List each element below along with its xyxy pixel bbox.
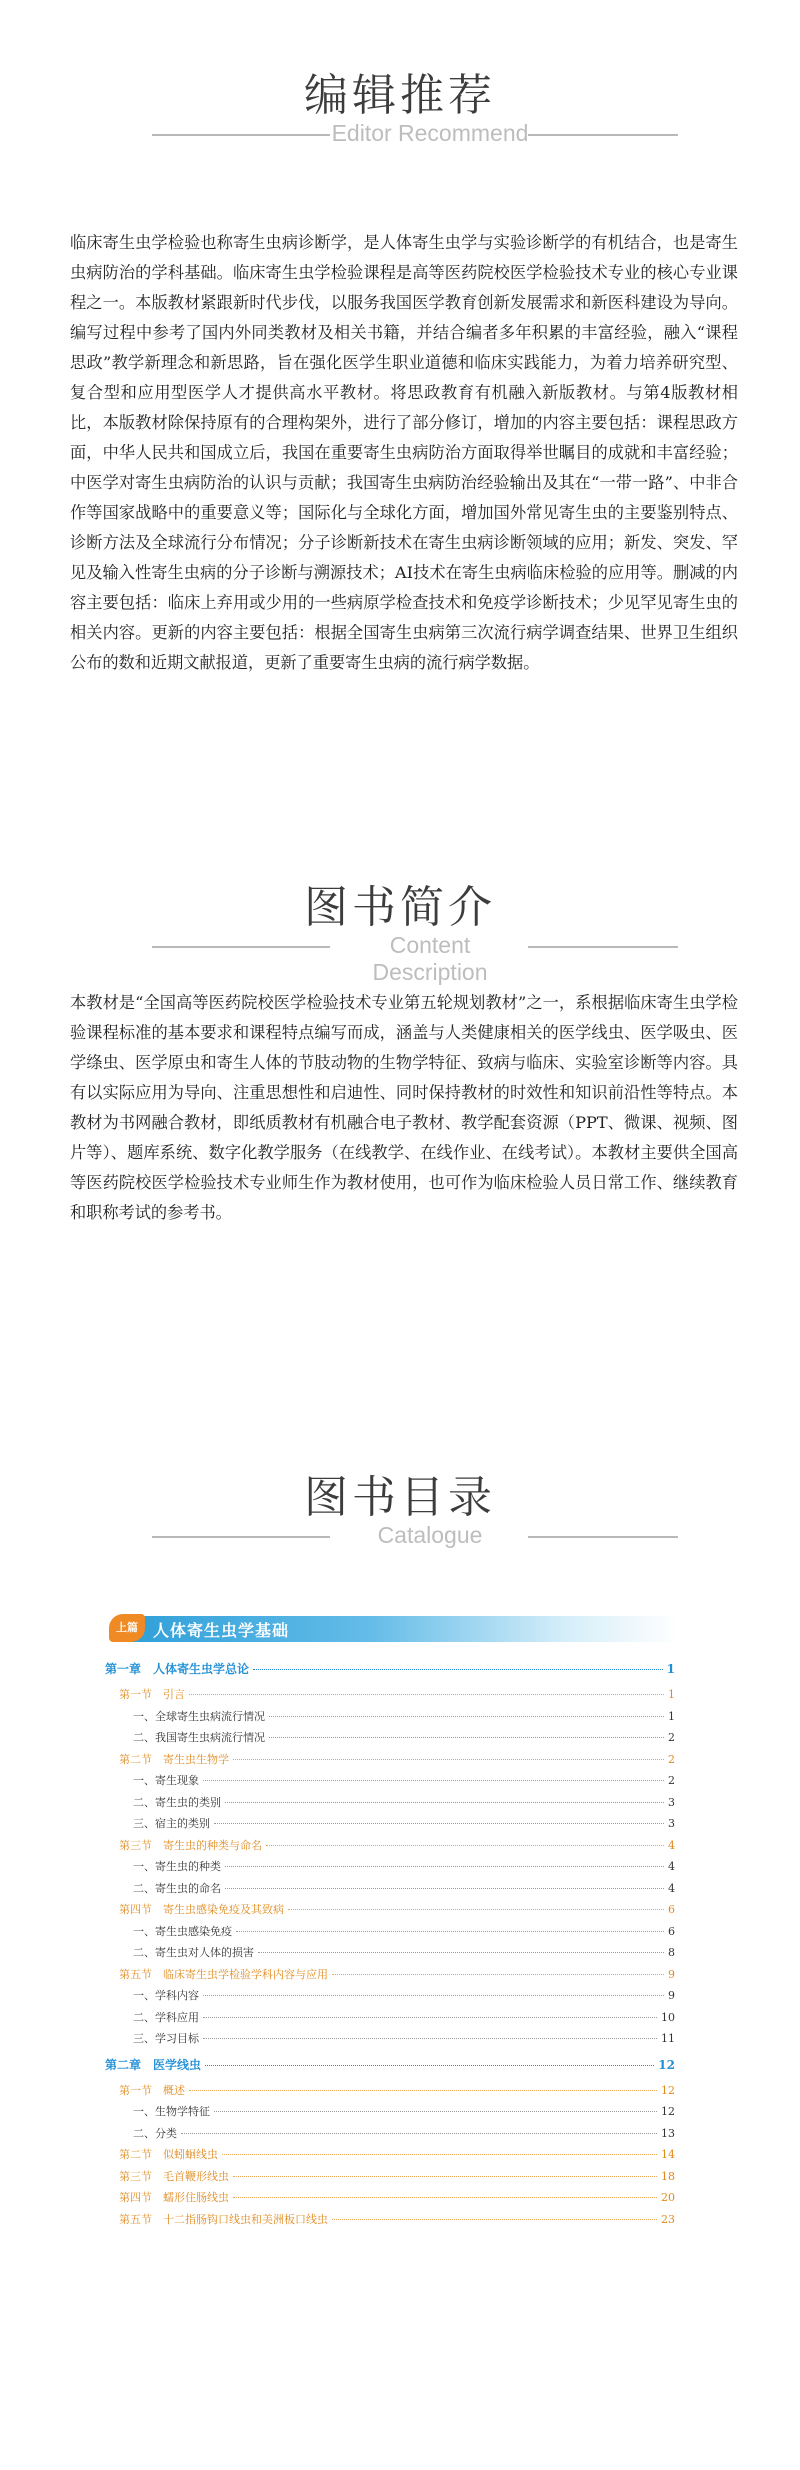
toc-page-number: 4 [668,1838,675,1852]
section-header-catalogue [0,1470,800,1554]
section-header-editor [0,68,800,152]
toc-entry-label: 第三节 毛首鞭形线虫 [119,2169,229,2183]
toc-leader-dots [222,2154,657,2155]
toc-leader-dots [233,1759,664,1760]
toc-page-number: 9 [668,1989,675,2002]
toc-entry-label: 第四节 蠕形住肠线虫 [119,2191,229,2204]
toc-entry-label: 二、寄生虫对人体的损害 [133,1946,254,1959]
toc-entry-label: 一、学科内容 [133,1989,199,2002]
toc-item-row[interactable] [105,1858,675,1880]
toc-entry-label: 一、全球寄生虫病流行情况 [133,1709,265,1723]
toc-leader-dots [225,1802,664,1803]
toc-page-number: 6 [668,1903,675,1916]
toc-leader-dots [233,2197,657,2198]
toc-item-row[interactable] [105,2030,675,2052]
toc-leader-dots [269,1716,664,1717]
toc-leader-dots [258,1952,664,1953]
toc-item-row[interactable] [105,1772,675,1794]
content-description-text: 本教材是“全国高等医药院校医学检验技术专业第五轮规划教材”之一，系根据临床寄生虫学检验课程标准的基本要求和课程特点编写而成，涵盖与人类健康相关的医学线虫、医学吸虫、医学绦虫、医学原虫和寄生人体的节肢动物的生物学特征、致病与临床、实验室诊断等内容。具有以实际应用为导向、注重思想性和启迪性、同时保持教材的时效性和知识前沿性等特点。本教材为书网融合教材，即纸质教材有机融合电子教材、教学配套资源（PPT、微课、视频、图片等）、题库系统、数字化教学服务（在线教学、在线作业、在线考试）。本教材主要供全国高等医药院校医学检验技术专业师生作为教材使用，也可作为临床检验人员日常工作、继续教育和职称考试的参考书。 [70,993,738,1222]
toc-leader-dots [236,1931,664,1932]
toc-page-number: 1 [666,1662,675,1676]
toc-entry-label: 三、学习目标 [133,2032,199,2045]
toc-section-row[interactable] [105,1837,675,1859]
section-header-description [0,880,800,985]
toc-entry-label: 第四节 寄生虫感染免疫及其致病 [119,1903,284,1916]
toc-leader-dots [266,1845,664,1846]
toc-leader-dots [269,1737,664,1738]
toc-entry-label: 二、我国寄生虫病流行情况 [133,1731,265,1744]
toc-leader-dots [214,1823,664,1824]
table-of-contents [105,1610,675,2232]
toc-page-number: 8 [668,1946,675,1959]
toc-leader-dots [203,1780,664,1781]
toc-item-row[interactable] [105,2103,675,2125]
toc-item-row[interactable] [105,1944,675,1966]
toc-entry-label: 一、寄生虫感染免疫 [133,1924,232,1938]
toc-page-number: 20 [661,2191,675,2204]
section-subtitle: Catalogue [377,1522,483,1548]
toc-page-number: 11 [661,2032,675,2045]
toc-page-number: 12 [661,2083,675,2097]
section-title: 编辑推荐 [304,70,496,121]
toc-section-row[interactable] [105,1966,675,1988]
toc-page-number: 12 [661,2105,675,2118]
toc-entry-label: 一、生物学特征 [133,2105,210,2118]
toc-item-row[interactable] [105,1987,675,2009]
toc-entry-label: 第二节 寄生虫生物学 [119,1752,229,1766]
toc-leader-dots [205,2065,654,2066]
divider-line [152,946,330,948]
toc-item-row[interactable] [105,1880,675,1902]
toc-entry-label: 第五节 十二指肠钩口线虫和美洲板口线虫 [119,2212,328,2226]
toc-entry-label: 第一节 引言 [119,1688,185,1701]
toc-leader-dots [225,1888,664,1889]
toc-entry-label: 一、寄生现象 [133,1774,199,1787]
toc-entry-label: 第二节 似蚓蛔线虫 [119,2148,218,2161]
toc-page-number: 1 [668,1688,675,1701]
toc-leader-dots [214,2111,657,2112]
divider-line [528,134,678,136]
toc-section-row[interactable] [105,1686,675,1708]
toc-page-number: 13 [661,2126,675,2140]
toc-page-number: 2 [668,1752,675,1766]
toc-leader-dots [189,2090,657,2091]
part-banner [105,1610,675,1646]
part-badge: 上篇 [109,1614,145,1642]
toc-chapter-row[interactable] [105,2056,675,2082]
toc-entry-label: 二、分类 [133,2126,177,2140]
toc-leader-dots [181,2133,657,2134]
toc-page-number: 14 [661,2148,675,2161]
toc-page-number: 3 [668,1795,675,1809]
toc-entry-label: 第五节 临床寄生虫学检验学科内容与应用 [119,1967,328,1981]
toc-item-row[interactable] [105,2009,675,2031]
toc-section-row[interactable] [105,2082,675,2104]
divider-line [152,134,330,136]
toc-page-number: 4 [668,1860,675,1873]
toc-entry-label: 第一章 人体寄生虫学总论 [105,1662,250,1676]
toc-chapter-row[interactable] [105,1660,675,1686]
toc-leader-dots [225,1866,664,1867]
part-title: 人体寄生虫学基础 [153,1621,290,1640]
divider-line [528,946,678,948]
toc-section-row[interactable] [105,1901,675,1923]
toc-section-row[interactable] [105,2146,675,2168]
toc-section-row[interactable] [105,2168,675,2190]
toc-entry-label: 二、寄生虫的类别 [133,1795,221,1809]
toc-entry-label: 三、宿主的类别 [133,1817,210,1830]
toc-item-row[interactable] [105,1794,675,1816]
divider-line [152,1536,330,1538]
toc-entry-label: 第一节 概述 [119,2083,185,2097]
toc-item-row[interactable] [105,1815,675,1837]
toc-section-row[interactable] [105,2189,675,2211]
toc-leader-dots [189,1694,664,1695]
toc-item-row[interactable] [105,1708,675,1730]
toc-page-number: 1 [668,1709,675,1723]
section-subtitle: Content Description [372,932,488,985]
toc-entry-label: 一、寄生虫的种类 [133,1860,221,1873]
toc-section-row[interactable] [105,1751,675,1773]
toc-leader-dots [288,1909,664,1910]
toc-page-number: 2 [668,1731,675,1744]
toc-item-row[interactable] [105,1923,675,1945]
toc-item-row[interactable] [105,2125,675,2147]
toc-page-number: 12 [658,2057,675,2072]
toc-leader-dots [332,2219,657,2220]
toc-leader-dots [253,1669,663,1670]
toc-leader-dots [203,2038,657,2039]
toc-leader-dots [332,1974,664,1975]
toc-section-row[interactable] [105,2211,675,2233]
toc-page-number: 3 [668,1817,675,1830]
section-title: 图书目录 [304,1472,496,1523]
toc-entry-label: 二、学科应用 [133,2010,199,2024]
toc-rows [105,1660,675,2232]
divider-line [528,1536,678,1538]
section-subtitle: Editor Recommend [331,120,529,146]
editor-recommend-text: 临床寄生虫学检验也称寄生虫病诊断学，是人体寄生虫学与实验诊断学的有机结合，也是寄生虫病防治的学科基础。临床寄生虫学检验课程是高等医药院校医学检验技术专业的核心专业课程之一。本版教材紧跟新时代步伐，以服务我国医学教育创新发展需求和新医科建设为导向。编写过程中参考了国内外同类教材及相关书籍，并结合编者多年积累的丰富经验，融入“课程思政”教学新理念和新思路，旨在强化医学生职业道德和临床实践能力，为着力培养研究型、复合型和应用型医学人才提供高水平教材。将思政教育有机融入新版教材。与第4版教材相比，本版教材除保持原有的合理构架外，进行了部分修订，增加的内容主要包括：课程思政方面，中华人民共和国成立后，我国在重要寄生虫病防治方面取得举世瞩目的成就和丰富经验；中医学对寄生虫病防治的认识与贡献；我国寄生虫病防治经验输出及其在“一带一路”、中非合作等国家战略中的重要意义等；国际化与全球化方面，增加国外常见寄生虫的主要鉴别特点、诊断方法及全球流行分布情况；分子诊断新技术在寄生虫病诊断领域的应用；新发、突发、罕见及输入性寄生虫病的分子诊断与溯源技术；AI技术在寄生虫病临床检验的应用等。删减的内容主要包括：临床上弃用或少用的一些病原学检查技术和免疫学诊断技术；少见罕见寄生虫的相关内容。更新的内容主要包括：根据全国寄生虫病第三次流行病学调查结果、世界卫生组织公布的数和近期文献报道，更新了重要寄生虫病的流行病学数据。 [70,233,738,672]
section-title: 图书简介 [304,882,496,933]
toc-entry-label: 二、寄生虫的命名 [133,1881,221,1895]
toc-page-number: 4 [668,1881,675,1895]
toc-page-number: 6 [668,1924,675,1938]
toc-page-number: 10 [661,2010,675,2024]
toc-entry-label: 第二章 医学线虫 [105,2057,202,2072]
toc-page-number: 18 [661,2169,675,2183]
toc-leader-dots [233,2176,657,2177]
toc-page-number: 9 [668,1967,675,1981]
toc-page-number: 23 [661,2212,675,2226]
toc-item-row[interactable] [105,1729,675,1751]
toc-leader-dots [203,2017,657,2018]
toc-leader-dots [203,1995,664,1996]
toc-page-number: 2 [668,1774,675,1787]
toc-entry-label: 第三节 寄生虫的种类与命名 [119,1838,262,1852]
